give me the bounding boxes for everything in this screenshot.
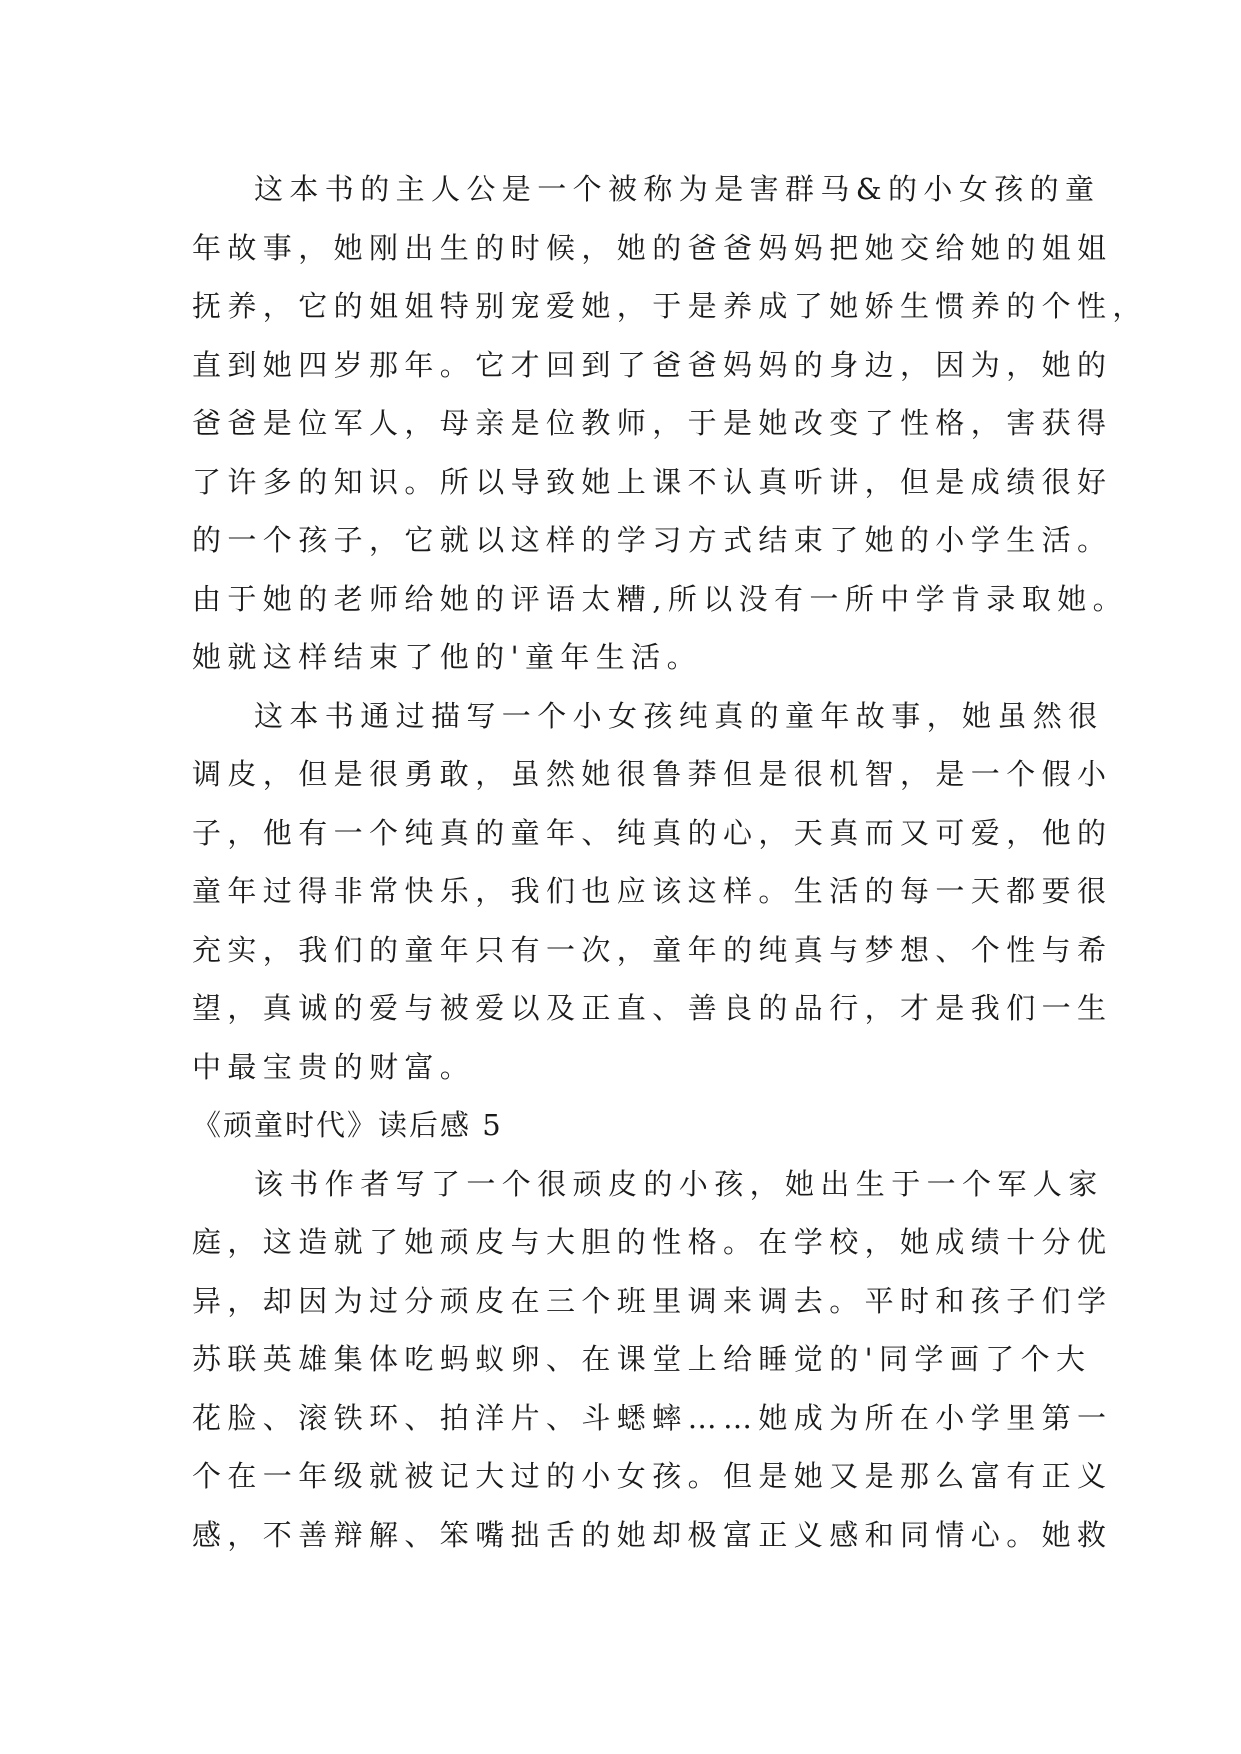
section-heading: 《顽童时代》读后感 5 (192, 1108, 503, 1142)
text-line: 异，却因为过分顽皮在三个班里调来调去。平时和孩子们学 (192, 1283, 1113, 1318)
text-line: 感，不善辩解、笨嘴拙舌的她却极富正义感和同情心。她救 (192, 1517, 1113, 1552)
paragraph-3 (192, 1155, 1113, 1565)
text-line: 童年过得非常快乐，我们也应该这样。生活的每一天都要很 (192, 874, 1113, 908)
text-line: 由于她的老师给她的评语太糟,所以没有一所中学肯录取她。 (192, 581, 1129, 616)
paragraph-2 (192, 687, 1113, 1097)
text-line: 抚养，它的姐姐特别宠爱她，于是养成了她娇生惯养的个性， (192, 289, 1148, 323)
text-line: 该书作者写了一个很顽皮的小孩，她出生于一个军人家 (254, 1166, 1104, 1201)
paragraph-1 (192, 160, 1148, 687)
text-line: 的一个孩子，它就以这样的学习方式结束了她的小学生活。 (192, 523, 1113, 557)
text-line: 爸爸是位军人，母亲是位教师，于是她改变了性格，害获得 (192, 406, 1113, 440)
text-line: 望，真诚的爱与被爱以及正直、善良的品行，才是我们一生 (192, 991, 1113, 1025)
text-line: 这本书通过描写一个小女孩纯真的童年故事，她虽然很 (254, 698, 1104, 733)
text-line: 苏联英雄集体吃蚂蚁卵、在课堂上给睡觉的'同学画了个大 (192, 1342, 1092, 1376)
text-line: 子，他有一个纯真的童年、纯真的心，天真而又可爱，他的 (192, 815, 1113, 850)
text-line: 调皮，但是很勇敢，虽然她很鲁莽但是很机智，是一个假小 (192, 757, 1113, 791)
text-line: 她就这样结束了他的'童年生活。 (192, 640, 702, 674)
document-body (192, 160, 1148, 1564)
text-line: 个在一年级就被记大过的小女孩。但是她又是那么富有正义 (192, 1459, 1113, 1493)
text-line: 了许多的知识。所以导致她上课不认真听讲，但是成绩很好 (192, 464, 1113, 499)
text-line: 中最宝贵的财富。 (192, 1049, 476, 1084)
text-line: 庭，这造就了她顽皮与大胆的性格。在学校，她成绩十分优 (192, 1225, 1113, 1259)
text-line: 这本书的主人公是一个被称为是害群马&的小女孩的童 (254, 172, 1101, 206)
text-line: 直到她四岁那年。它才回到了爸爸妈妈的身边，因为，她的 (192, 347, 1113, 382)
text-line: 充实，我们的童年只有一次，童年的纯真与梦想、个性与希 (192, 932, 1113, 967)
text-line: 花脸、滚铁环、拍洋片、斗蟋蟀……她成为所在小学里第一 (192, 1400, 1113, 1435)
text-line: 年故事，她刚出生的时候，她的爸爸妈妈把她交给她的姐姐 (192, 230, 1113, 265)
